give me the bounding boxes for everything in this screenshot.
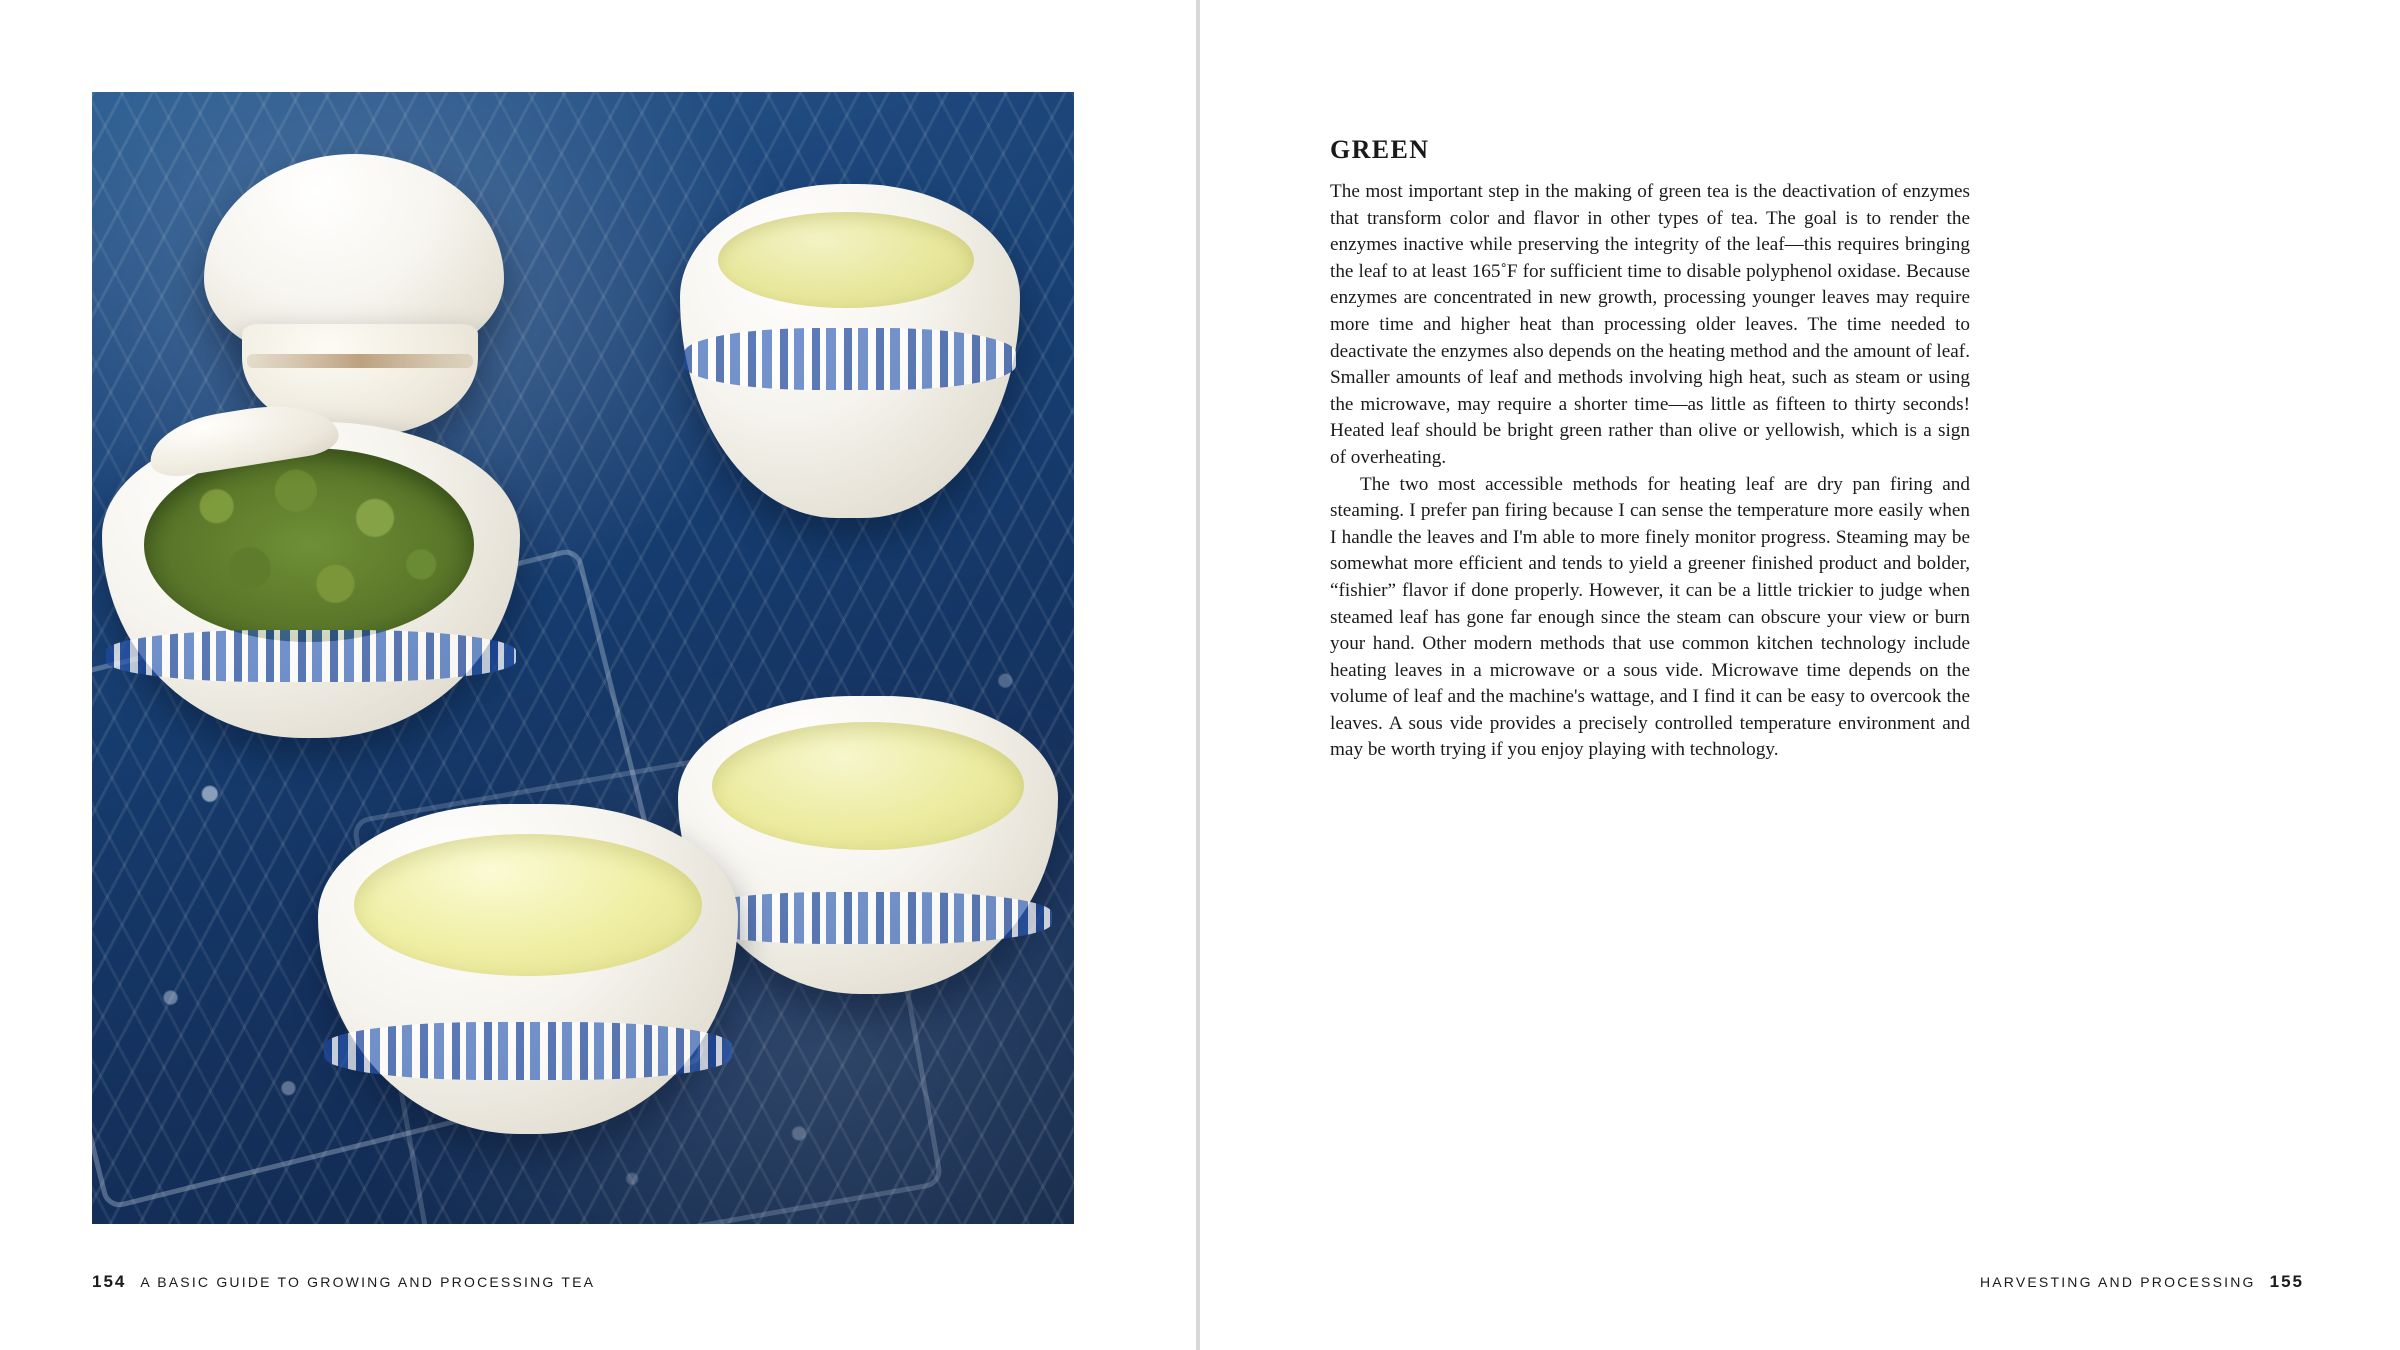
body-paragraph-2: The two most accessible methods for heating leaf are dry pan firing and steaming. I prefer pan firing because I can sense the temperature more easily when I handle the leaves and I'm able to more finely monitor progress. Steaming may be somewhat more efficient and tends to yield a greener finished product and bolder, “fishier” flavor if done properly. However, it can be a little trickier to judge when steamed leaf has gone far enough since the steam can obscure your view or burn your hand. Other modern methods that use common kitchen technology include heating leaves in a microwave or a sous vide. Microwave time depends on the volume of leaf and the machine's wattage, and I find it can be easy to overcook the leaves. A sous vide provides a precisely controlled temperature environment and may be worth trying if you enjoy playing with technology. [1330,473,1970,761]
pitcher-blue-pattern-band [684,328,1016,390]
page-number-left: 154 [92,1272,127,1291]
body-paragraph-1: The most important step in the making of green tea is the deactivation of enzymes that transform color and flavor in other types of tea. The goal is to render the enzymes inactive while preserving the integrity of the leaf—this requires bringing the leaf to at least 165˚F for sufficient time to disable polyphenol oxidase. Because enzymes are concentrated in new growth, processing younger leaves may require more time and higher heat than processing older leaves. The time needed to deactivate the enzymes also depends on the heating method and the amount of leaf. Smaller amounts of leaf and methods involving high heat, such as steam or using the microwave, may require a shorter time—as little as fifteen to thirty seconds! Heated leaf should be bright green rather than olive or yellowish, which is a sign of overheating. [1330,181,1970,468]
page-number-right: 155 [2269,1272,2304,1291]
leaf-bowl-blue-pattern-band [106,630,516,682]
right-page [1200,0,2400,1350]
steeped-tea-leaves [144,448,474,642]
left-page [0,0,1196,1350]
tea-cup-front-blue-band [324,1022,732,1080]
gaiwan-saucer-ring [247,354,473,368]
pitcher-tea-liquor [718,212,974,308]
running-head-right: HARVESTING AND PROCESSING [1979,1274,2256,1290]
photo-background-cloth [92,92,1074,1224]
tea-cup-front-liquor [354,834,702,976]
folio-left [92,1272,595,1292]
section-heading: GREEN [1330,135,1430,164]
tea-cup-right-blue-band [684,892,1052,944]
tea-cup-right-liquor [712,722,1024,850]
body-text-column [1330,135,1970,764]
photo-green-tea-service [92,92,1074,1224]
running-head-left: A BASIC GUIDE TO GROWING AND PROCESSING TEA [140,1274,596,1290]
folio-right [1980,1272,2304,1292]
